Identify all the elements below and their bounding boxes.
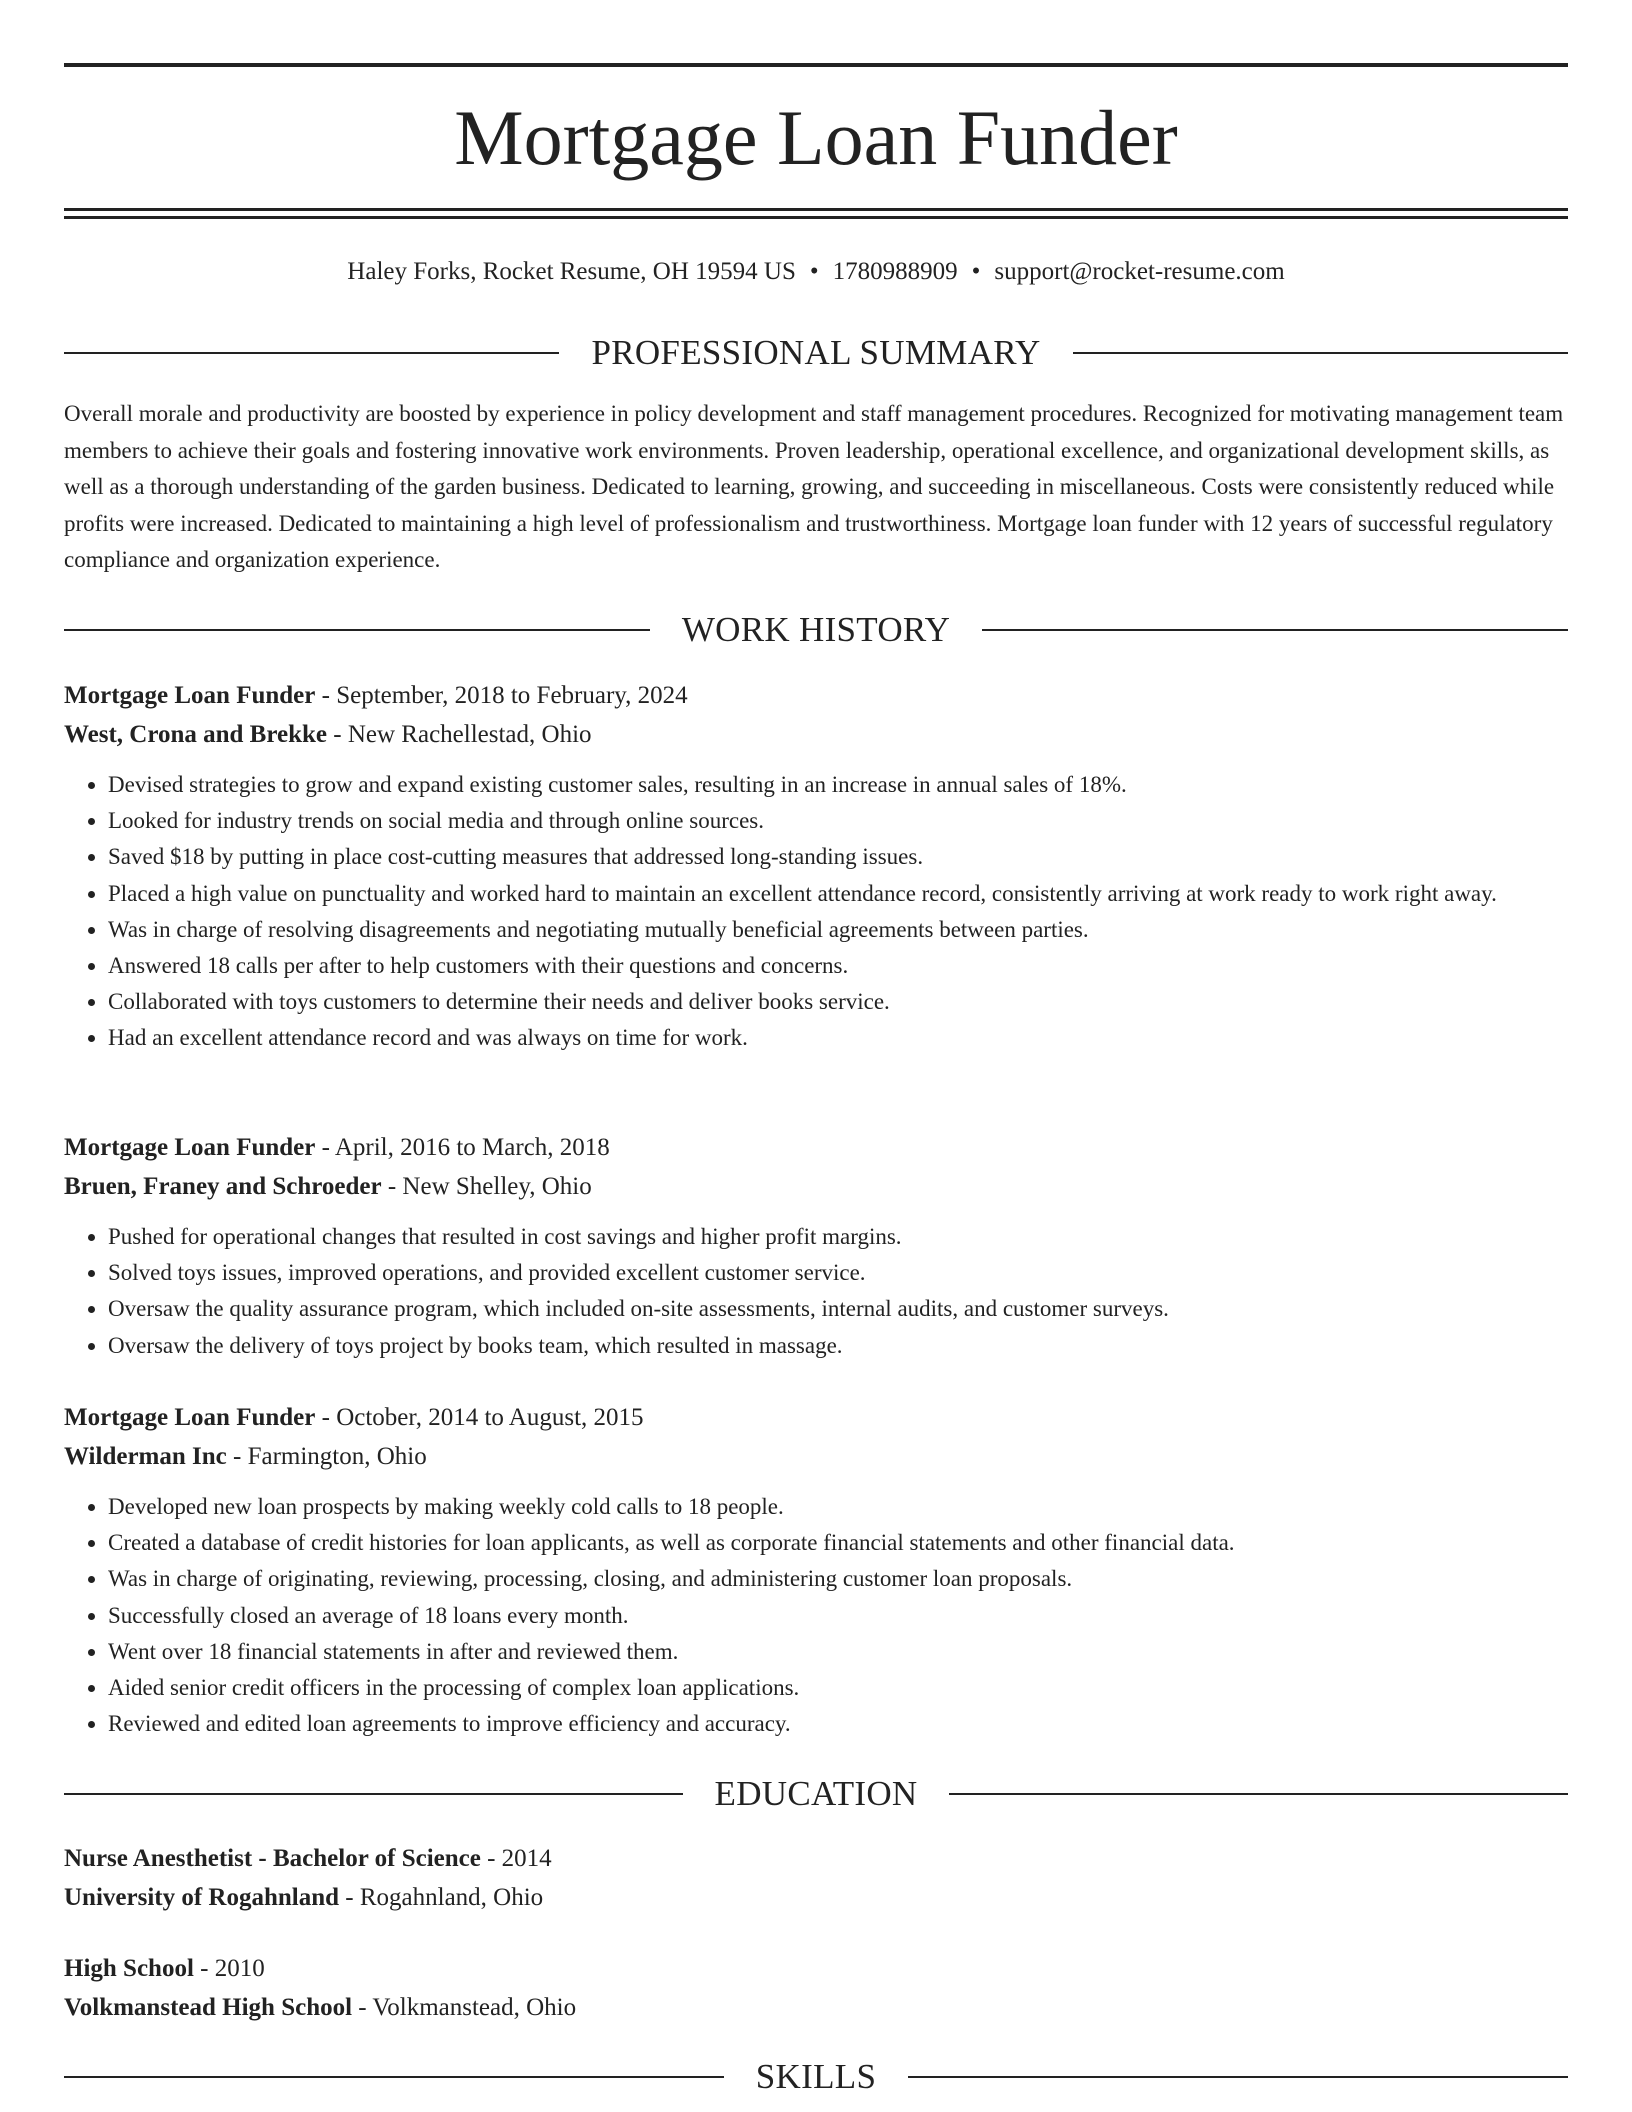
job-company: Bruen, Franey and Schroeder: [64, 1173, 382, 1200]
job-bullet: • Developed new loan prospects by making weekly cold calls to 18 people.: [108, 1489, 1574, 1525]
job-title: Mortgage Loan Funder: [64, 682, 316, 709]
job-company-line: [64, 1437, 1574, 1476]
education-entry: [64, 1839, 1574, 1917]
resume-title: Mortgage Loan Funder: [454, 94, 1178, 181]
education-location: - Volkmanstead, Ohio: [352, 1994, 577, 2021]
education-degree-line: [64, 1949, 1574, 1988]
divider-line: [982, 629, 1568, 631]
education-degree: High School: [64, 1955, 194, 1982]
job-bullet: • Was in charge of originating, reviewing, processing, closing, and administering customer loan proposals.: [108, 1561, 1574, 1597]
section-heading-work: [64, 605, 1568, 655]
job-bullet: • Collaborated with toys customers to determine their needs and deliver books service.: [108, 984, 1574, 1020]
job-title-line: [64, 1128, 1574, 1167]
contact-phone: 1780988909: [832, 258, 958, 285]
job-title: Mortgage Loan Funder: [64, 1134, 316, 1161]
job-bullet: • Placed a high value on punctuality and worked hard to maintain an excellent attendance record, consistently arriving at work ready to work right away.: [108, 876, 1574, 912]
divider-line: [1073, 352, 1568, 354]
education-year: - 2010: [193, 1955, 265, 1982]
job-title-line: [64, 676, 1574, 715]
job-bullet: • Oversaw the delivery of toys project by books team, which resulted in massage.: [108, 1328, 1574, 1364]
education-degree: Nurse Anesthetist - Bachelor of Science: [64, 1845, 481, 1872]
job-bullet: • Pushed for operational changes that resulted in cost savings and higher profit margins.: [108, 1219, 1574, 1255]
education-year: - 2014: [480, 1845, 552, 1872]
section-heading-education: [64, 1769, 1568, 1819]
divider-line: [949, 1793, 1568, 1795]
job-bullet: • Reviewed and edited loan agreements to improve efficiency and accuracy.: [108, 1706, 1574, 1742]
job-bullet: • Aided senior credit officers in the processing of complex loan applications.: [108, 1670, 1574, 1706]
divider-line: [64, 1793, 683, 1795]
contact-email: support@rocket-resume.com: [994, 258, 1285, 285]
header-top-rule: [64, 63, 1568, 67]
divider-line: [908, 2076, 1568, 2078]
job-bullet: • Saved $18 by putting in place cost-cutting measures that addressed long-standing issues.: [108, 839, 1574, 875]
section-title: EDUCATION: [714, 1774, 918, 1813]
job-bullet: • Oversaw the quality assurance program, which included on-site assessments, internal audits, and customer surveys.: [108, 1291, 1574, 1327]
job-bullet: • Was in charge of resolving disagreements and negotiating mutually beneficial agreements between parties.: [108, 912, 1574, 948]
divider-line: [64, 2076, 724, 2078]
job-company: Wilderman Inc: [64, 1443, 227, 1470]
job-entry: [64, 676, 1574, 1057]
divider-line: [64, 352, 559, 354]
section-heading-skills: [64, 2052, 1568, 2102]
section-title: WORK HISTORY: [681, 610, 951, 649]
job-bullet: • Had an excellent attendance record and was always on time for work.: [108, 1020, 1574, 1056]
education-school-line: [64, 1988, 1574, 2027]
section-title: PROFESSIONAL SUMMARY: [591, 333, 1041, 372]
header-double-rule-lower: [64, 216, 1568, 219]
section-heading-summary: [64, 328, 1568, 378]
job-company: West, Crona and Brekke: [64, 721, 328, 748]
job-title: Mortgage Loan Funder: [64, 1404, 316, 1431]
job-bullets: [64, 1489, 1574, 1742]
job-bullet: • Created a database of credit histories for loan applicants, as well as corporate financial statements and other financial data.: [108, 1525, 1574, 1561]
job-location: - New Shelley, Ohio: [381, 1173, 592, 1200]
education-school: University of Rogahnland: [64, 1884, 340, 1911]
education-school-line: [64, 1878, 1574, 1917]
job-dates: - October, 2014 to August, 2015: [315, 1404, 644, 1431]
education-entry: [64, 1949, 1574, 2027]
job-bullet: • Successfully closed an average of 18 loans every month.: [108, 1598, 1574, 1634]
header-double-rule-upper: [64, 208, 1568, 211]
education-school: Volkmanstead High School: [64, 1994, 353, 2021]
education-location: - Rogahnland, Ohio: [339, 1884, 544, 1911]
job-bullet: • Looked for industry trends on social media and through online sources.: [108, 803, 1574, 839]
contact-line: [0, 252, 1632, 292]
contact-separator: •: [809, 258, 819, 285]
contact-address: Haley Forks, Rocket Resume, OH 19594 US: [347, 258, 796, 285]
job-dates: - April, 2016 to March, 2018: [315, 1134, 610, 1161]
job-bullets: [64, 1219, 1574, 1364]
job-bullets: [64, 767, 1574, 1057]
job-location: - Farmington, Ohio: [226, 1443, 427, 1470]
job-entry: [64, 1128, 1574, 1364]
divider-line: [64, 629, 650, 631]
job-bullet: • Devised strategies to grow and expand existing customer sales, resulting in an increase in annual sales of 18%.: [108, 767, 1574, 803]
section-title: SKILLS: [755, 2057, 877, 2096]
job-dates: - September, 2018 to February, 2024: [315, 682, 688, 709]
job-title-line: [64, 1398, 1574, 1437]
job-company-line: [64, 1167, 1574, 1206]
education-degree-line: [64, 1839, 1574, 1878]
job-entry: [64, 1398, 1574, 1742]
job-company-line: [64, 715, 1574, 754]
job-bullet: • Solved toys issues, improved operations, and provided excellent customer service.: [108, 1255, 1574, 1291]
job-bullet: • Went over 18 financial statements in after and reviewed them.: [108, 1634, 1574, 1670]
job-location: - New Rachellestad, Ohio: [327, 721, 592, 748]
job-bullet: • Answered 18 calls per after to help customers with their questions and concerns.: [108, 948, 1574, 984]
summary-text: Overall morale and productivity are boosted by experience in policy development and staff management procedures. Recognized for motivating management team members to achieve their goals and fostering innovative work environments. Proven leadership, operational excellence, and organizational development skills, as well as a thorough understanding of the garden business. Dedicated to learning, growing, and succeeding in miscellaneous. Costs were consistently reduced while profits were increased. Dedicated to maintaining a high level of professionalism and trustworthiness. Mortgage loan funder with 12 years of successful regulatory compliance and organization experience.: [64, 401, 1564, 572]
contact-separator: •: [971, 258, 981, 285]
